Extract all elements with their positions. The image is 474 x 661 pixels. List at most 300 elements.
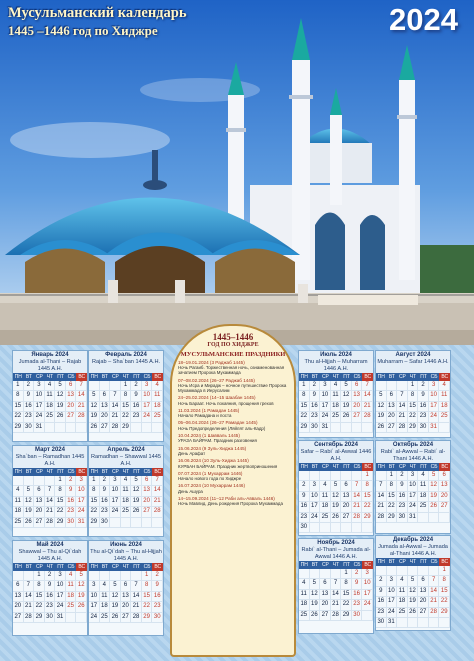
hijri-months: Jumada al-Thani – Rajab 1445 A.H. (18, 359, 82, 372)
day-cell: 29 (13, 423, 24, 433)
day-cell: 21 (45, 507, 56, 517)
day-cell: 9 (100, 486, 111, 496)
weekday-header: ВС (78, 469, 86, 475)
day-cell: 3 (55, 571, 66, 581)
day-cell: 11 (100, 592, 111, 602)
day-cell: 8 (121, 391, 132, 401)
weekday-header: ПН (90, 564, 98, 570)
day-cell (45, 423, 56, 433)
day-cell: 7 (376, 481, 387, 491)
day-cell: 12 (341, 391, 352, 401)
day-cell: 20 (387, 412, 398, 422)
day-cell: 14 (131, 592, 142, 602)
day-cell: 31 (408, 513, 419, 523)
day-cell: 16 (418, 402, 429, 412)
day-cell: 16 (152, 592, 163, 602)
day-cell: 20 (66, 402, 77, 412)
day-cell: 19 (89, 412, 100, 422)
month-calendar (88, 540, 164, 636)
day-cell: 8 (362, 481, 373, 491)
day-cell: 2 (100, 476, 111, 486)
weekday-header: ВС (154, 469, 162, 475)
day-cell: 30 (152, 613, 163, 623)
day-cell: 3 (142, 381, 153, 391)
day-cell: 13 (320, 590, 331, 600)
holiday-item (178, 378, 288, 393)
day-cell: 10 (110, 486, 121, 496)
weekday-header: ВТ (100, 373, 111, 381)
day-cell (439, 423, 450, 433)
day-cell (341, 523, 352, 533)
day-cell (397, 618, 408, 628)
day-cell: 6 (418, 576, 429, 586)
holiday-text: Ночь Исра и Мирадж – ночное путешествие Пророка Мухаммада в Иерусалим (178, 383, 287, 393)
day-cell (352, 471, 363, 481)
day-cell: 10 (429, 391, 440, 401)
day-cell: 21 (110, 412, 121, 422)
day-cell: 4 (439, 381, 450, 391)
day-cell: 22 (299, 412, 310, 422)
holiday-item (178, 458, 288, 468)
day-cell: 6 (121, 581, 132, 591)
day-cell: 2 (66, 476, 77, 486)
day-cell: 2 (131, 381, 142, 391)
day-cell: 29 (142, 613, 153, 623)
day-cell: 12 (110, 592, 121, 602)
day-cell: 1 (121, 381, 132, 391)
day-cell: 1 (408, 381, 419, 391)
weekday-header: ЧТ (408, 558, 419, 566)
day-cell: 7 (131, 581, 142, 591)
day-cell: 2 (418, 381, 429, 391)
day-cell: 7 (429, 576, 440, 586)
weekday-header: ВТ (387, 373, 398, 381)
holiday-item (178, 471, 288, 481)
day-cell: 2 (397, 471, 408, 481)
day-cell: 22 (408, 412, 419, 422)
weekday-header: ПТ (420, 464, 427, 470)
holiday-item (178, 395, 288, 405)
weekday-header: ПТ (57, 374, 64, 380)
month-name: Август 2024 (395, 352, 431, 358)
day-cell: 15 (34, 592, 45, 602)
day-cell (387, 381, 398, 391)
day-cell: 1 (299, 381, 310, 391)
holiday-text: Ночь Предопределения (Ляйлят аль-Кадр) (178, 425, 266, 431)
day-cell: 19 (55, 402, 66, 412)
day-cell: 22 (13, 412, 24, 422)
day-cell: 1 (89, 476, 100, 486)
day-cell: 15 (142, 592, 153, 602)
month-name: Апрель 2024 (107, 447, 145, 453)
weekday-header: ВС (441, 374, 449, 380)
day-cell: 15 (13, 402, 24, 412)
day-cell (131, 423, 142, 433)
day-cell: 23 (418, 412, 429, 422)
day-cell (24, 571, 35, 581)
holiday-text: День Ашура (178, 488, 203, 494)
month-name: Февраль 2024 (105, 352, 147, 358)
day-cell: 25 (121, 507, 132, 517)
holiday-date: 07.07.2024 (1 Мухаррам 1446) (178, 470, 243, 476)
day-cell: 22 (387, 502, 398, 512)
day-cell: 16 (299, 502, 310, 512)
day-cell: 9 (131, 391, 142, 401)
day-cell: 28 (397, 423, 408, 433)
day-cell (418, 566, 429, 576)
day-cell: 18 (397, 597, 408, 607)
day-cell (110, 381, 121, 391)
weekday-header: СБ (353, 374, 361, 380)
day-cell: 2 (352, 569, 363, 579)
day-cell: 4 (152, 381, 163, 391)
weekday-header: ПН (90, 469, 98, 475)
day-cell: 16 (352, 590, 363, 600)
day-cell (152, 518, 163, 528)
weekday-header: ВС (364, 464, 372, 470)
days-grid (299, 463, 373, 533)
day-cell: 23 (352, 600, 363, 610)
days-grid (89, 468, 163, 528)
weekday-header: ПТ (343, 464, 350, 470)
day-cell: 17 (429, 402, 440, 412)
day-cell: 17 (110, 497, 121, 507)
weekday-header: ПН (14, 564, 22, 570)
weekday-header: ВС (154, 564, 162, 570)
weekday-header: ВТ (387, 558, 398, 566)
day-cell: 16 (397, 492, 408, 502)
day-cell: 13 (418, 587, 429, 597)
day-cell: 22 (142, 602, 153, 612)
holiday-date: 05–06.04.2024 (26–27 Рамадан 1445) (178, 420, 258, 426)
day-cell (66, 423, 77, 433)
day-cell: 23 (397, 502, 408, 512)
day-cell: 8 (89, 486, 100, 496)
day-cell: 20 (100, 412, 111, 422)
day-cell: 24 (55, 602, 66, 612)
day-cell: 11 (320, 492, 331, 502)
day-cell: 9 (352, 579, 363, 589)
holiday-date: 15.06.2024 (9 Зуль-Хиджа 1445) (178, 445, 247, 451)
day-cell: 4 (45, 381, 56, 391)
day-cell: 11 (418, 481, 429, 491)
weekday-header: ЧТ (408, 463, 419, 471)
year-label: 2024 (389, 2, 458, 37)
day-cell: 9 (66, 486, 77, 496)
day-cell: 25 (439, 412, 450, 422)
day-cell: 5 (89, 391, 100, 401)
day-cell: 10 (89, 592, 100, 602)
day-cell: 23 (152, 602, 163, 612)
day-cell: 25 (397, 608, 408, 618)
day-cell: 26 (89, 423, 100, 433)
day-cell: 7 (45, 486, 56, 496)
day-cell: 7 (152, 476, 163, 486)
day-cell: 11 (13, 497, 24, 507)
day-cell (341, 471, 352, 481)
day-cell (34, 476, 45, 486)
weekday-header: ВС (78, 564, 86, 570)
day-cell (331, 423, 342, 433)
day-cell: 4 (100, 581, 111, 591)
month-calendar (88, 445, 164, 537)
day-cell: 3 (89, 581, 100, 591)
day-cell: 28 (131, 613, 142, 623)
day-cell: 23 (24, 412, 35, 422)
day-cell: 29 (439, 608, 450, 618)
weekday-header: ПН (300, 374, 308, 380)
month-header (299, 441, 373, 463)
day-cell: 18 (320, 502, 331, 512)
month-name: Март 2024 (35, 447, 65, 453)
day-cell: 15 (89, 497, 100, 507)
day-cell: 8 (142, 581, 153, 591)
weekday-header: СБ (143, 564, 151, 570)
day-cell: 6 (341, 481, 352, 491)
day-cell: 27 (418, 608, 429, 618)
day-cell: 10 (142, 391, 153, 401)
day-cell: 3 (76, 476, 87, 486)
day-cell: 5 (341, 381, 352, 391)
day-cell: 14 (376, 492, 387, 502)
day-cell: 6 (142, 476, 153, 486)
day-cell: 1 (387, 471, 398, 481)
day-cell: 30 (100, 518, 111, 528)
day-cell: 15 (387, 492, 398, 502)
day-cell: 22 (121, 412, 132, 422)
holiday-date: 16.07.2024 (10 Мухаррам 1446) (178, 483, 246, 489)
weekday-header: ПН (14, 374, 22, 380)
day-cell: 24 (310, 513, 321, 523)
month-name: Июнь 2024 (110, 542, 142, 548)
day-cell: 30 (418, 423, 429, 433)
day-cell: 8 (34, 581, 45, 591)
day-cell: 21 (331, 600, 342, 610)
day-cell: 30 (45, 613, 56, 623)
day-cell: 26 (24, 518, 35, 528)
day-cell: 10 (387, 587, 398, 597)
day-cell: 18 (299, 600, 310, 610)
day-cell: 9 (310, 391, 321, 401)
day-cell: 18 (66, 592, 77, 602)
day-cell: 23 (66, 507, 77, 517)
hijri-months: Jumada al-Awwal – Jumada al-Thani 1446 A.H. (378, 544, 448, 557)
day-cell: 2 (152, 571, 163, 581)
weekday-header: СР (111, 564, 119, 570)
days-grid (13, 373, 87, 433)
day-cell: 27 (387, 423, 398, 433)
day-cell: 28 (45, 518, 56, 528)
hijri-months: Muharram – Safar 1446 A.H. (377, 359, 449, 365)
weekday-header: ЧТ (408, 373, 419, 381)
day-cell (121, 571, 132, 581)
holiday-date: 16.06.2024 (10 Зуль-Хиджа 1445) (178, 458, 249, 464)
weekday-header: ПТ (133, 564, 140, 570)
weekday-header: ВТ (24, 468, 35, 476)
day-cell: 24 (408, 502, 419, 512)
day-cell: 27 (352, 412, 363, 422)
day-cell: 17 (55, 592, 66, 602)
day-cell: 4 (13, 486, 24, 496)
day-cell (110, 518, 121, 528)
day-cell (320, 523, 331, 533)
day-cell: 17 (320, 402, 331, 412)
day-cell: 29 (55, 518, 66, 528)
day-cell: 25 (299, 611, 310, 621)
day-cell: 14 (429, 587, 440, 597)
day-cell: 27 (66, 412, 77, 422)
day-cell: 7 (352, 481, 363, 491)
day-cell (439, 513, 450, 523)
day-cell: 25 (100, 613, 111, 623)
month-header (13, 351, 87, 373)
day-cell: 14 (362, 391, 373, 401)
month-calendar (298, 350, 374, 438)
day-cell: 10 (362, 579, 373, 589)
day-cell: 30 (299, 523, 310, 533)
day-cell: 7 (362, 381, 373, 391)
day-cell: 8 (299, 391, 310, 401)
day-cell: 15 (439, 587, 450, 597)
day-cell: 23 (45, 602, 56, 612)
days-grid (89, 563, 163, 623)
day-cell (131, 571, 142, 581)
day-cell (76, 613, 87, 623)
day-cell: 26 (310, 611, 321, 621)
day-cell: 14 (110, 402, 121, 412)
day-cell: 29 (387, 513, 398, 523)
day-cell: 25 (152, 412, 163, 422)
day-cell: 1 (142, 571, 153, 581)
holiday-text: Начало Рамадана и поста (178, 413, 232, 419)
day-cell: 10 (55, 581, 66, 591)
day-cell: 28 (152, 507, 163, 517)
day-cell (397, 381, 408, 391)
day-cell (376, 381, 387, 391)
holiday-date: 10.04.2024 (1 Шавваль 1445) (178, 432, 240, 438)
day-cell: 25 (13, 518, 24, 528)
day-cell: 20 (34, 507, 45, 517)
holidays-title: МУСУЛЬМАНСКИЕ ПРАЗДНИКИ (180, 351, 286, 358)
day-cell (376, 471, 387, 481)
day-cell: 29 (341, 611, 352, 621)
day-cell: 10 (310, 492, 321, 502)
hijri-months: Shawwal – Thu al-Qi`dah 1445 A.H. (18, 549, 82, 562)
day-cell: 17 (408, 492, 419, 502)
day-cell: 18 (45, 402, 56, 412)
day-cell (418, 618, 429, 628)
day-cell: 11 (152, 391, 163, 401)
day-cell: 18 (152, 402, 163, 412)
weekday-header: ЧТ (45, 468, 56, 476)
weekday-header: СБ (67, 564, 75, 570)
weekday-header: ПТ (343, 562, 350, 568)
day-cell: 14 (397, 402, 408, 412)
day-cell: 25 (45, 412, 56, 422)
day-cell: 21 (362, 402, 373, 412)
day-cell (320, 569, 331, 579)
day-cell: 7 (397, 391, 408, 401)
day-cell: 19 (110, 602, 121, 612)
days-grid (299, 561, 373, 621)
hijri-months: Safar – Rabi` al-Awwal 1446 A.H. (300, 449, 372, 462)
day-cell: 22 (341, 600, 352, 610)
day-cell: 6 (352, 381, 363, 391)
month-calendar (375, 350, 451, 438)
day-cell (131, 518, 142, 528)
month-header (13, 446, 87, 468)
day-cell (142, 423, 153, 433)
days-grid (376, 463, 450, 523)
weekday-header: ЧТ (331, 561, 342, 569)
day-cell: 31 (55, 613, 66, 623)
month-name: Декабрь 2024 (392, 537, 434, 543)
day-cell: 20 (439, 492, 450, 502)
weekday-header: ПТ (57, 564, 64, 570)
day-cell (24, 476, 35, 486)
day-cell: 21 (152, 497, 163, 507)
month-calendar (375, 440, 451, 534)
holiday-text: Ночь Рагаиб. Торжественная ночь, ознаменованная зачатием Пророка Мухаммада (178, 365, 285, 376)
day-cell: 26 (429, 502, 440, 512)
days-grid (89, 373, 163, 433)
day-cell: 17 (76, 497, 87, 507)
day-cell: 27 (341, 513, 352, 523)
weekday-header: ПН (377, 559, 385, 565)
day-cell: 16 (45, 592, 56, 602)
days-grid (13, 563, 87, 623)
day-cell: 3 (310, 481, 321, 491)
day-cell: 12 (24, 497, 35, 507)
day-cell: 19 (76, 592, 87, 602)
day-cell: 27 (34, 518, 45, 528)
day-cell: 20 (418, 597, 429, 607)
days-grid (299, 373, 373, 433)
weekday-header: СБ (67, 469, 75, 475)
day-cell: 4 (121, 476, 132, 486)
hijri-months: Ramadhan – Shawwal 1445 A.H. (91, 454, 161, 467)
weekday-header: ПН (377, 464, 385, 470)
weekday-header: СР (35, 374, 43, 380)
day-cell: 27 (439, 502, 450, 512)
day-cell: 29 (89, 518, 100, 528)
day-cell: 27 (320, 611, 331, 621)
month-header (89, 351, 163, 373)
day-cell: 15 (408, 402, 419, 412)
day-cell: 26 (408, 608, 419, 618)
day-cell: 23 (100, 507, 111, 517)
day-cell (429, 513, 440, 523)
day-cell: 17 (387, 597, 398, 607)
day-cell: 28 (110, 423, 121, 433)
hijri-months: Rajab – Sha`ban 1445 A.H. (91, 359, 161, 365)
day-cell (331, 569, 342, 579)
hijri-months: Rabi` al-Awwal – Rabi` al-Thani 1446 A.H. (380, 449, 446, 462)
day-cell: 18 (439, 402, 450, 412)
weekday-header: ВТ (24, 373, 35, 381)
day-cell: 11 (397, 587, 408, 597)
day-cell: 21 (429, 597, 440, 607)
day-cell: 30 (66, 518, 77, 528)
weekday-header: ПН (14, 469, 22, 475)
day-cell (352, 523, 363, 533)
day-cell: 6 (100, 391, 111, 401)
day-cell: 3 (387, 576, 398, 586)
day-cell: 12 (331, 492, 342, 502)
day-cell: 25 (66, 602, 77, 612)
day-cell: 5 (408, 576, 419, 586)
day-cell (418, 513, 429, 523)
